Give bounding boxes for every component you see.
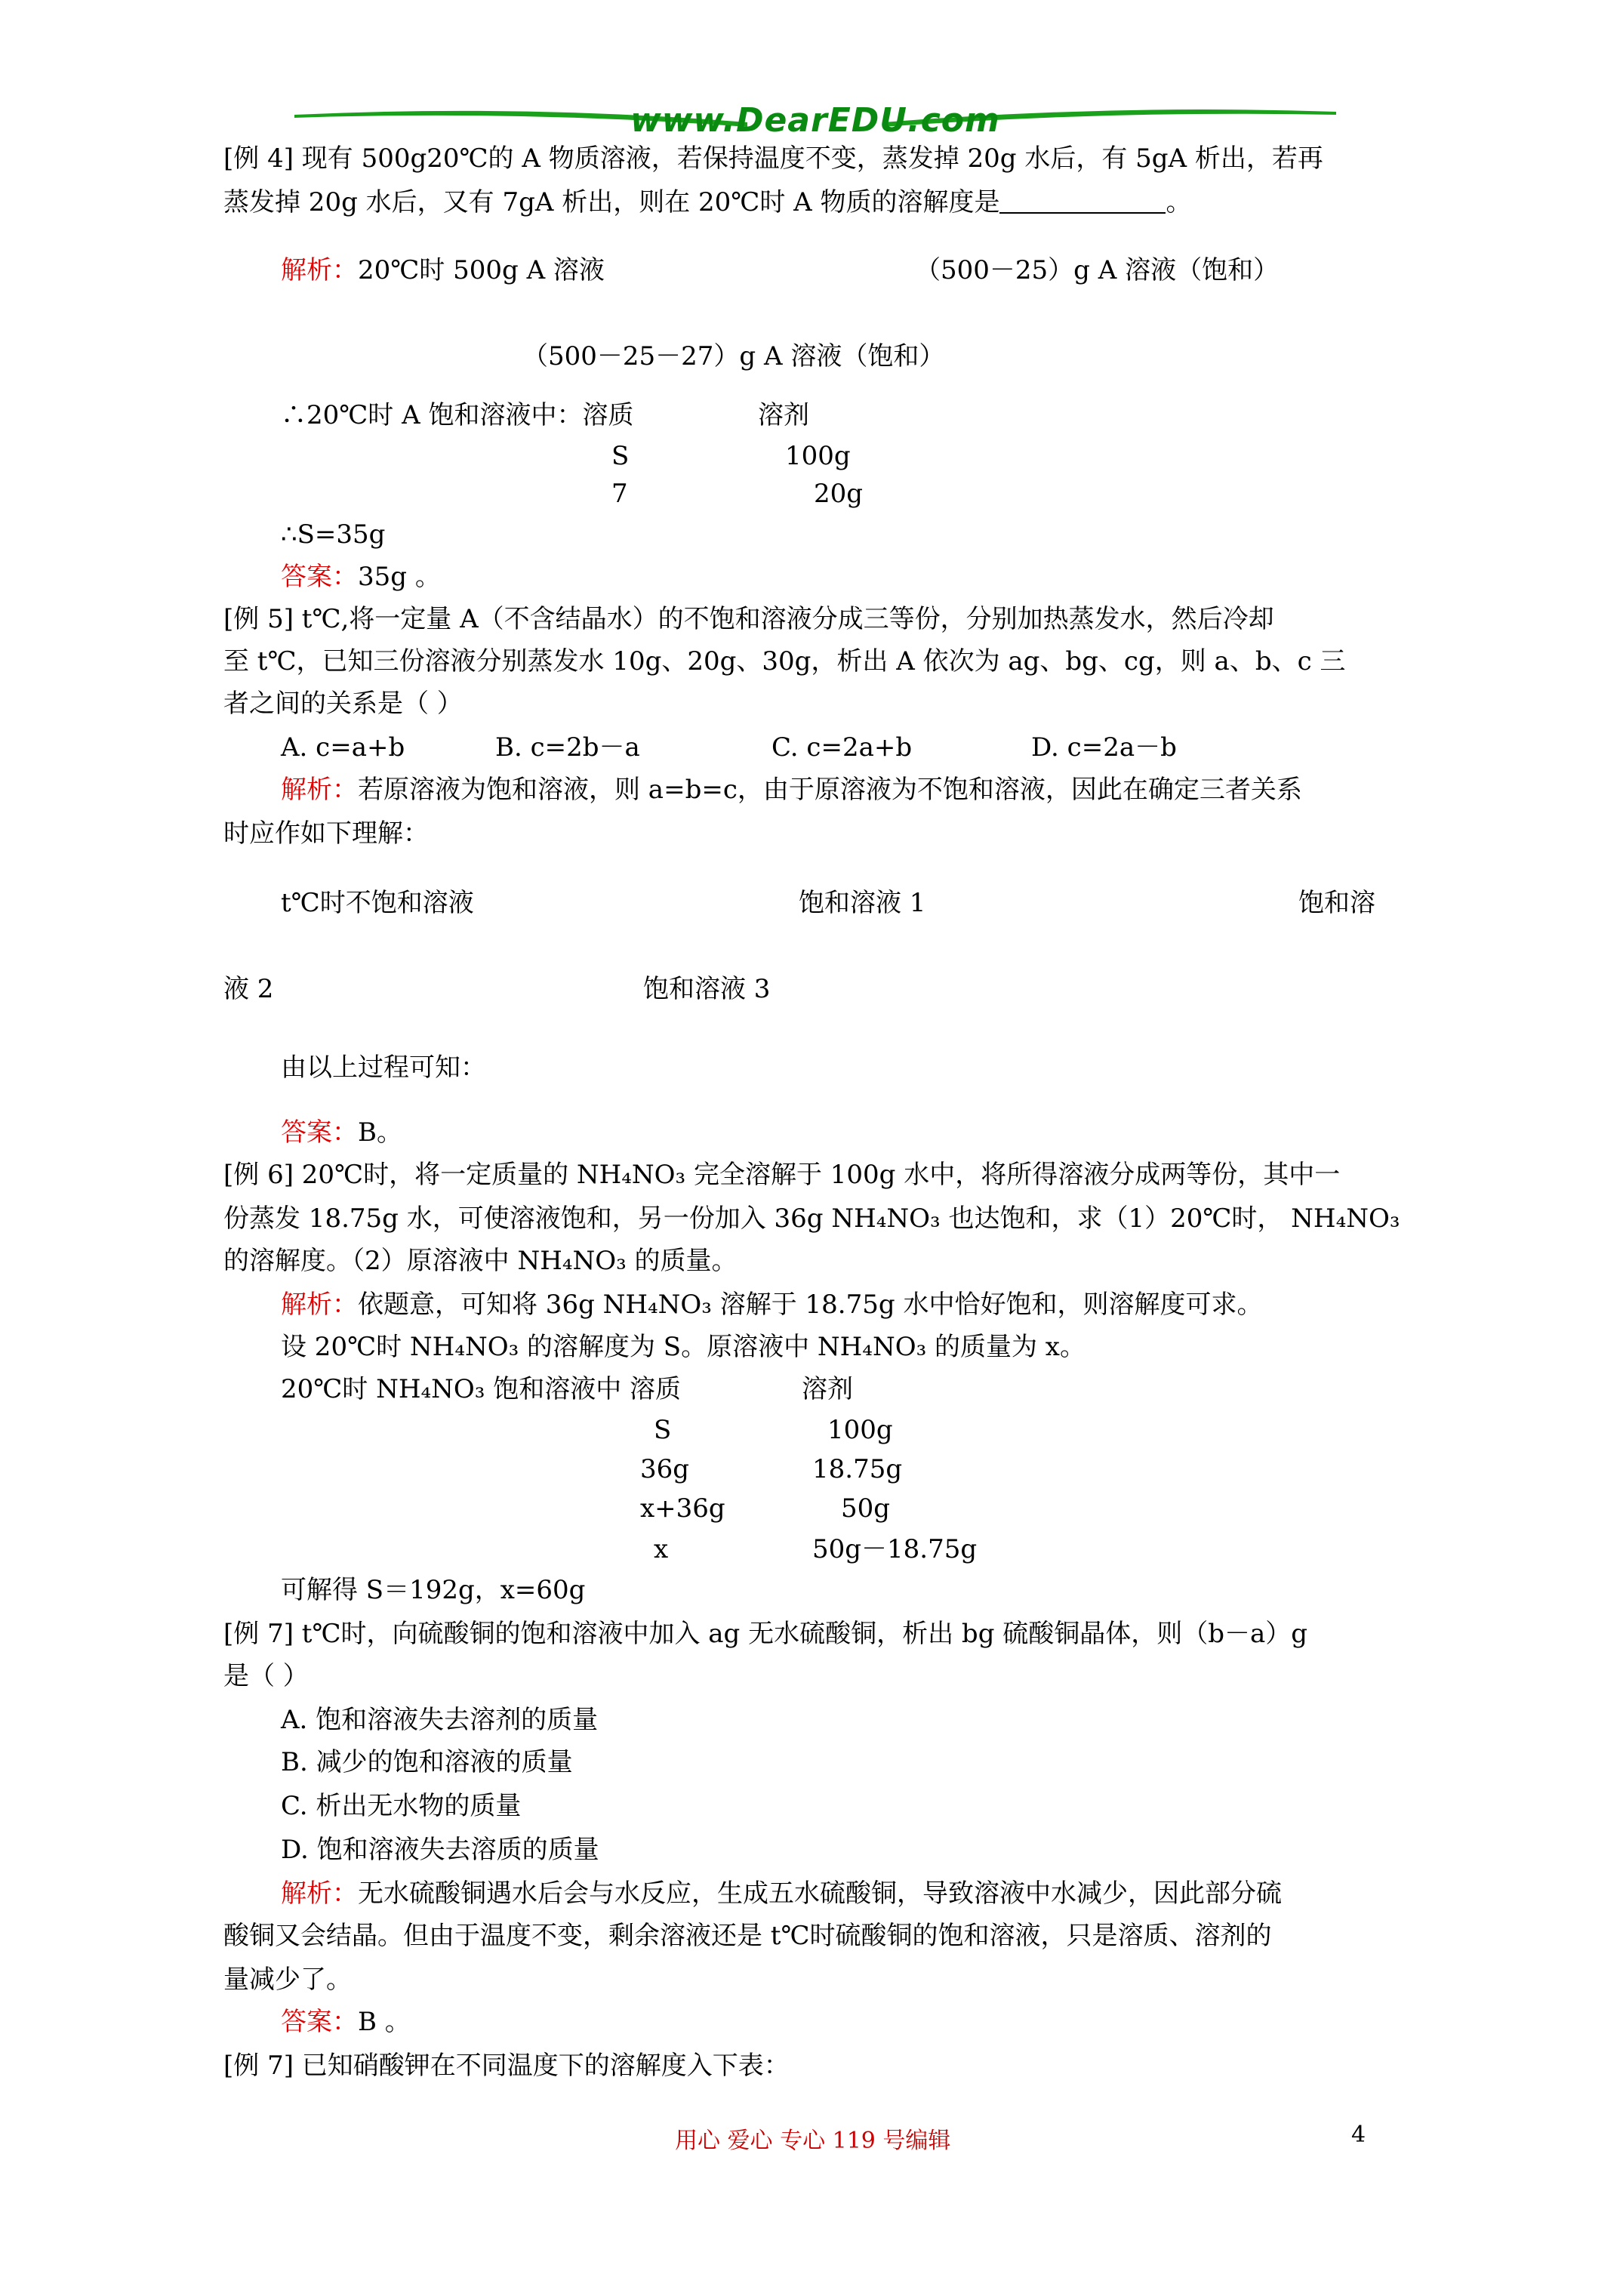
ex6-set: 设 20℃时 NH₄NO₃ 的溶解度为 S。原溶液中 NH₄NO₃ 的质量为 x。: [281, 1332, 1086, 1362]
ex4-sat-label: ∴20℃时 A 饱和溶液中：溶质: [281, 400, 634, 430]
ex4-step1: 解析：20℃时 500g A 溶液: [281, 255, 605, 285]
ex5-jiexi2: 时应作如下理解：: [223, 818, 429, 849]
footer-text: 用心 爱心 专心 119 号编辑: [675, 2128, 951, 2154]
ex6-r2-solvent: 18.75g: [812, 1454, 903, 1484]
ex4-step2: （500－25）g A 溶液（饱和）: [915, 255, 1280, 285]
ex7b-line1: [例 7] 已知硝酸钾在不同温度下的溶解度入下表：: [223, 2051, 790, 2081]
ex6-line2: 份蒸发 18.75g 水，可使溶液饱和，另一份加入 36g NH₄NO₃ 也达饱和，求（1）20℃时， NH₄NO₃: [223, 1203, 1400, 1234]
answer-blank: [999, 186, 1166, 214]
ex4-line2: 蒸发掉 20g 水后，又有 7gA 析出，则在 20℃时 A 物质的溶解度是 。: [223, 187, 1192, 217]
page-number: 4: [1351, 2122, 1366, 2148]
ex6-table-head: 20℃时 NH₄NO₃ 饱和溶液中 溶质: [281, 1374, 682, 1404]
ex6-r4-solvent: 50g－18.75g: [812, 1534, 978, 1564]
ex6-r1-solvent: 100g: [827, 1415, 893, 1445]
ex6-jiexi1: 解析：依题意，可知将 36g NH₄NO₃ 溶解于 18.75g 水中恰好饱和，则溶解度可求。: [281, 1290, 1263, 1320]
ex5-flow1: t℃时不饱和溶液: [281, 888, 474, 918]
ex4-step3: （500－25－27）g A 溶液（饱和）: [522, 341, 945, 371]
ex6-r4-solute: x: [654, 1534, 669, 1564]
ex5-option-c: C. c=2a+b: [771, 732, 913, 763]
ex5-option-a: A. c=a+b: [281, 732, 405, 763]
ex6-r3-solute: x+36g: [640, 1493, 725, 1524]
ex7-option-c: C. 析出无水物的质量: [281, 1791, 522, 1821]
site-header-logo: [294, 100, 1336, 146]
ex7-line1: [例 7] t℃时，向硫酸铜的饱和溶液中加入 ag 无水硫酸铜，析出 bg 硫酸铜晶体，则（b－a）g: [223, 1619, 1308, 1649]
ex7-answer: 答案：B 。: [281, 2007, 411, 2037]
ex5-line3: 者之间的关系是（ ）: [223, 689, 463, 719]
ex4-solvent-head: 溶剂: [758, 400, 809, 430]
ex5-answer: 答案：B。: [281, 1117, 402, 1148]
ex5-flow2: 饱和溶液 1: [799, 888, 926, 918]
ex7-option-d: D. 饱和溶液失去溶质的质量: [281, 1835, 599, 1865]
ex5-option-d: D. c=2a－b: [1031, 732, 1177, 763]
ex4-row1-solvent: 100g: [785, 441, 851, 471]
ex5-flow3b: 液 2: [223, 974, 274, 1004]
ex4-line1: [例 4] 现有 500g20℃的 A 物质溶液，若保持温度不变，蒸发掉 20g 水后，有 5gA 析出，若再: [223, 143, 1323, 174]
ex6-r1-solute: S: [654, 1415, 672, 1445]
ex4-row1-solute: S: [611, 441, 630, 471]
ex5-option-b: B. c=2b－a: [495, 732, 640, 763]
ex6-solvent-head: 溶剂: [802, 1374, 853, 1404]
ex5-conclude: 由以上过程可知：: [281, 1052, 486, 1083]
ex6-line3: 的溶解度。（2）原溶液中 NH₄NO₃ 的质量。: [223, 1246, 738, 1276]
ex7-option-a: A. 饱和溶液失去溶剂的质量: [281, 1705, 599, 1735]
ex6-r3-solvent: 50g: [841, 1493, 891, 1524]
jiexi-label: 解析：: [281, 255, 358, 285]
ex7-jiexi3: 量减少了。: [223, 1965, 352, 1995]
ex6-result: 可解得 S＝192g，x=60g: [281, 1575, 586, 1605]
ex7-jiexi2: 酸铜又会结晶。但由于温度不变，剩余溶液还是 t℃时硫酸铜的饱和溶液，只是溶质、溶剂的: [223, 1921, 1272, 1951]
ex6-r2-solute: 36g: [640, 1454, 690, 1484]
ex4-answer: 答案：35g 。: [281, 562, 441, 592]
ex7-option-b: B. 减少的饱和溶液的质量: [281, 1747, 573, 1777]
ex5-line1: [例 5] t℃,将一定量 A（不含结晶水）的不饱和溶液分成三等份，分别加热蒸发水，然后冷却: [223, 604, 1274, 634]
ex4-result: ∴S=35g: [281, 519, 386, 550]
ex4-row2-solvent: 20g: [814, 479, 864, 509]
ex5-flow3a: 饱和溶: [1298, 888, 1375, 918]
ex7-line2: 是（ ）: [223, 1661, 309, 1691]
ex5-jiexi1: 解析：若原溶液为饱和溶液，则 a=b=c，由于原溶液为不饱和溶液，因此在确定三者关系: [281, 775, 1302, 805]
site-logo-text: www.DearEDU.com: [630, 101, 1000, 140]
ex6-line1: [例 6] 20℃时，将一定质量的 NH₄NO₃ 完全溶解于 100g 水中，将所得溶液分成两等份，其中一: [223, 1160, 1341, 1190]
ex7-jiexi1: 解析：无水硫酸铜遇水后会与水反应，生成五水硫酸铜，导致溶液中水减少，因此部分硫: [281, 1878, 1282, 1909]
ex5-line2: 至 t℃，已知三份溶液分别蒸发水 10g、20g、30g，析出 A 依次为 ag、bg、cg，则 a、b、c 三: [223, 646, 1346, 676]
ex5-flow4: 饱和溶液 3: [643, 974, 771, 1004]
ex4-row2-solute: 7: [611, 479, 628, 509]
